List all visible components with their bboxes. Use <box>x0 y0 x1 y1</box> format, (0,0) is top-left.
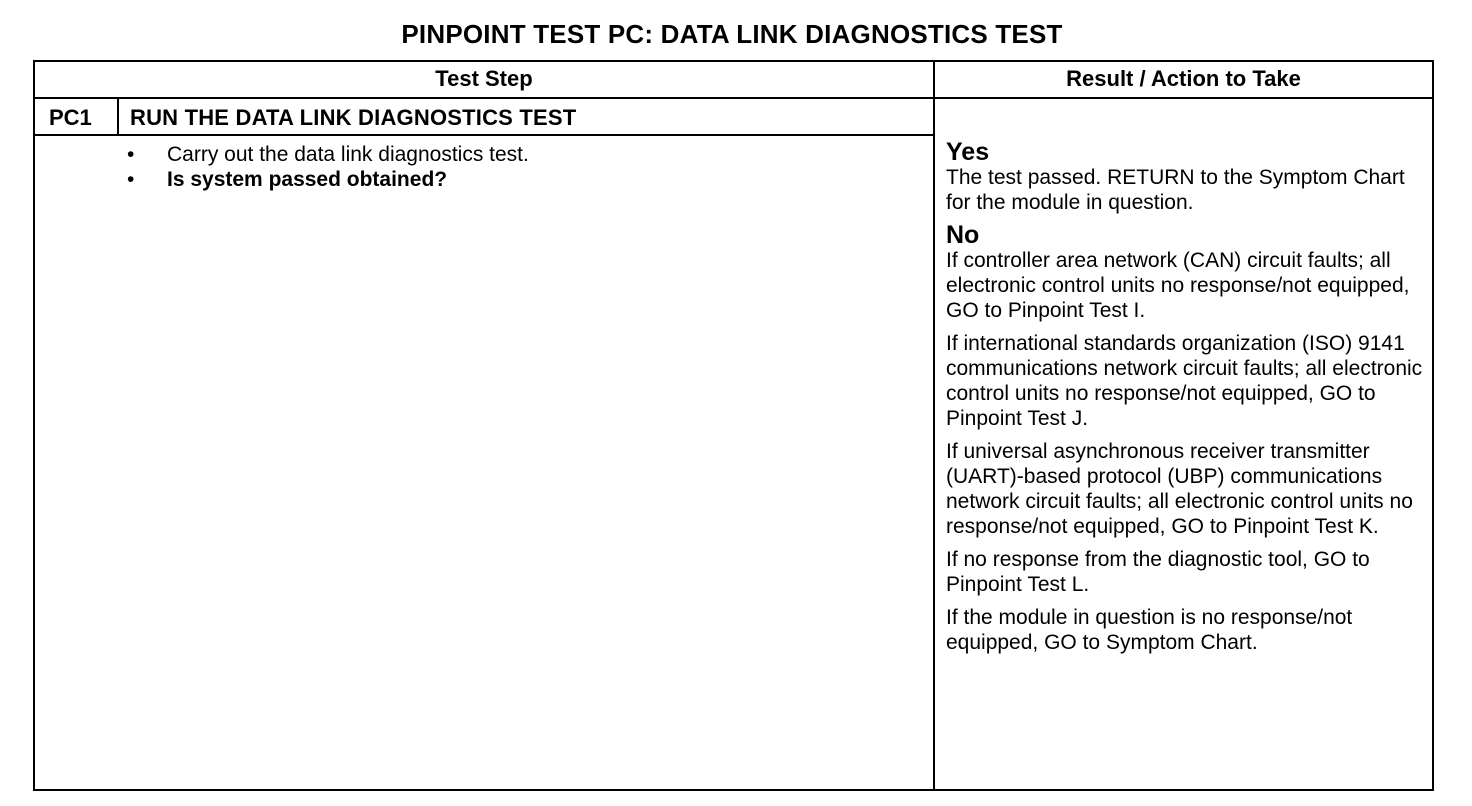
list-item <box>127 167 529 192</box>
step-id-divider <box>117 97 119 134</box>
step-title-divider <box>35 134 933 136</box>
header-test-step: Test Step <box>435 66 533 91</box>
result-no-text: If controller area network (CAN) circuit faults; all electronic control units no response/not equipped, GO to Pinpoint Test I. <box>946 249 1410 322</box>
page-title: PINPOINT TEST PC: DATA LINK DIAGNOSTICS TEST <box>401 19 1063 49</box>
header-divider <box>35 97 1432 99</box>
result-no-label: No <box>946 221 980 249</box>
result-no-text: If the module in question is no response/not equipped, GO to Symptom Chart. <box>946 606 1353 654</box>
result-yes-label: Yes <box>946 138 990 166</box>
bullet-text: Carry out the data link diagnostics test. <box>167 143 529 166</box>
step-bullet-list <box>127 142 529 192</box>
header-result: Result / Action to Take <box>1066 66 1301 91</box>
result-yes-text: The test passed. RETURN to the Symptom Chart for the module in question. <box>946 166 1405 214</box>
result-column <box>946 138 1434 663</box>
pinpoint-test-table <box>33 60 1434 791</box>
result-no-text: If universal asynchronous receiver transmitter (UART)-based protocol (UBP) communications network circuit faults; all electronic control units no response/not equipped, GO to Pinpoint Test K. <box>946 440 1413 538</box>
step-id: PC1 <box>49 105 92 130</box>
bullet-icon: • <box>127 143 135 166</box>
result-no-text: If no response from the diagnostic tool, GO to Pinpoint Test L. <box>946 548 1370 596</box>
step-title: RUN THE DATA LINK DIAGNOSTICS TEST <box>130 105 577 130</box>
bullet-icon: • <box>127 168 135 191</box>
list-item <box>127 142 529 167</box>
bullet-text: Is system passed obtained? <box>167 168 448 191</box>
column-divider <box>933 62 935 789</box>
result-no-text: If international standards organization (ISO) 9141 communications network circuit faults; all electronic control units no response/not equipped, GO to Pinpoint Test J. <box>946 332 1423 430</box>
